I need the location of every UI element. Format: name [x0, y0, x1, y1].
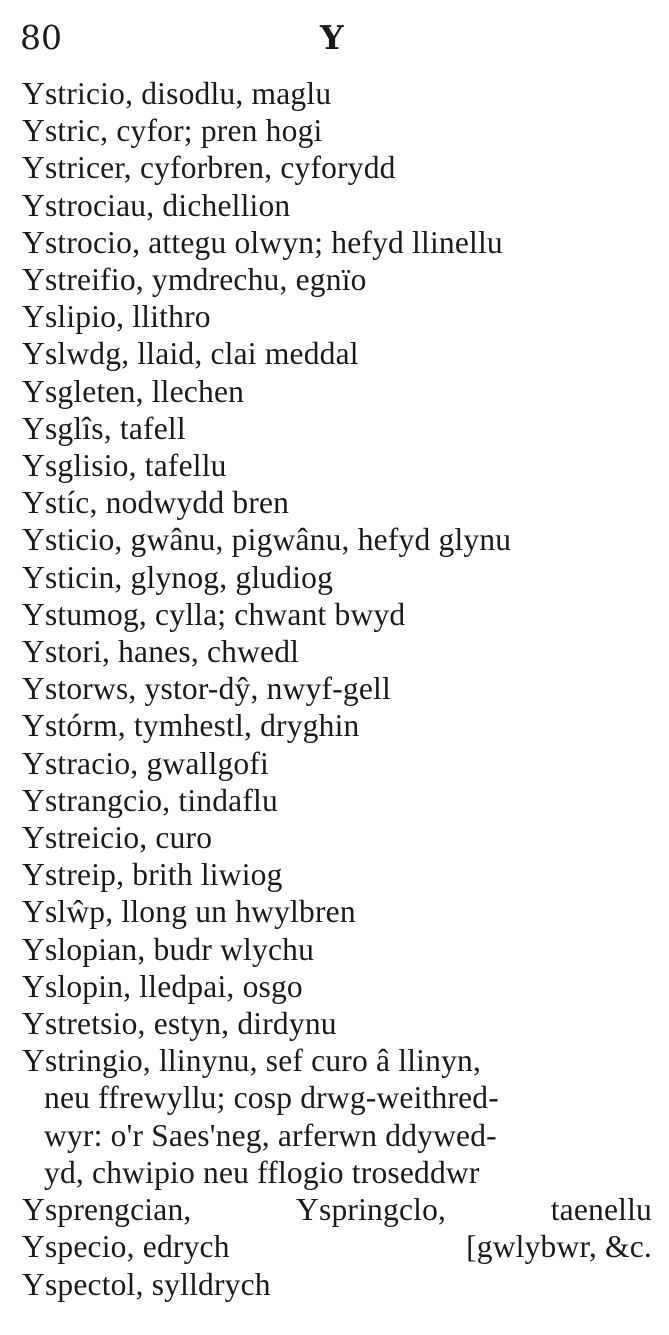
dictionary-entry — [22, 484, 652, 521]
running-head: Y — [320, 18, 344, 57]
entry-line: Ystric, cyfor; pren hogi — [22, 113, 323, 149]
entry-line: Yslwdg, llaid, clai meddal — [22, 336, 359, 372]
entry-line: Yslipio, llithro — [22, 299, 211, 335]
dictionary-entry — [22, 75, 652, 112]
entry-line: Ystorws, ystor-dŷ, nwyf-gell — [22, 671, 391, 707]
entry-line: Ystretsio, estyn, dirdynu — [22, 1006, 337, 1042]
page-number: 80 — [20, 18, 62, 57]
entry-line — [22, 1191, 652, 1228]
entry-line: Ysticin, glynog, gludiog — [22, 559, 334, 595]
dictionary-entry — [22, 782, 652, 819]
dictionary-entry — [22, 968, 652, 1005]
entry-word: Yspringclo, — [296, 1192, 447, 1228]
dictionary-entry — [22, 1228, 652, 1265]
dictionary-entry — [22, 931, 652, 968]
entry-continuation-line: wyr: o'r Saes'neg, arferwn ddywed- — [44, 1117, 497, 1153]
entry-line: Yspectol, sylldrych — [22, 1266, 271, 1302]
dictionary-entry — [22, 1005, 652, 1042]
entry-carryover-text: [gwlybwr, &c. — [466, 1229, 652, 1265]
dictionary-entry — [22, 707, 652, 744]
dictionary-entry — [22, 1266, 652, 1303]
entry-line: Ysticio, gwânu, pigwânu, hefyd glynu — [22, 522, 512, 558]
entry-line: Ystrocio, attegu olwyn; hefyd llinellu — [22, 224, 503, 260]
entry-text: Yspecio, edrych — [22, 1229, 230, 1265]
dictionary-entry — [22, 1191, 652, 1228]
dictionary-entry — [22, 224, 652, 261]
dictionary-entry — [22, 856, 652, 893]
entry-line: Ysgleten, llechen — [22, 373, 245, 409]
dictionary-entry — [22, 819, 652, 856]
entry-line: Ystreicio, curo — [22, 820, 213, 856]
entry-line: Ystrociau, dichellion — [22, 187, 291, 223]
entry-word: Ysprengcian, — [22, 1192, 192, 1228]
dictionary-entry — [22, 149, 652, 186]
entry-line: Ystori, hanes, chwedl — [22, 634, 300, 670]
entry-line: Ystricio, disodlu, maglu — [22, 76, 332, 111]
dictionary-entry — [22, 373, 652, 410]
entry-word: taenellu — [550, 1192, 652, 1228]
dictionary-entry — [22, 335, 652, 372]
dictionary-entry — [22, 112, 652, 149]
dictionary-entry — [22, 521, 652, 558]
page-header — [0, 14, 669, 62]
entry-line: Yslopin, lledpai, osgo — [22, 968, 303, 1004]
dictionary-entry — [22, 410, 652, 447]
entry-line: Ysglisio, tafellu — [22, 448, 227, 484]
entry-line: Ystíc, nodwydd bren — [22, 485, 290, 521]
entry-line: Ystringio, llinynu, sef curo â llinyn, — [22, 1043, 482, 1079]
dictionary-entry — [22, 187, 652, 224]
dictionary-entry — [22, 745, 652, 782]
dictionary-entry — [22, 633, 652, 670]
entry-line: Ysglîs, tafell — [22, 410, 186, 446]
entry-line: Ystórm, tymhestl, dryghin — [22, 708, 360, 744]
dictionary-entry — [22, 261, 652, 298]
entry-continuation-line: yd, chwipio neu fflogio troseddwr — [44, 1154, 480, 1190]
entry-line — [22, 1228, 652, 1265]
dictionary-entry — [22, 559, 652, 596]
entry-line: Ystreip, brith liwiog — [22, 857, 283, 893]
entry-line: Ystricer, cyforbren, cyforydd — [22, 150, 396, 186]
entry-continuation-line: neu ffrewyllu; cosp drwg-weithred- — [44, 1080, 499, 1116]
entry-line: Ystrangcio, tindaflu — [22, 782, 278, 818]
entry-line: Ystumog, cylla; chwant bwyd — [22, 596, 406, 632]
entry-line: Yslopian, budr wlychu — [22, 931, 315, 967]
entry-line: Yslŵp, llong un hwylbren — [22, 894, 356, 930]
entry-line: Ystracio, gwallgofi — [22, 745, 269, 781]
dictionary-entry — [22, 1042, 652, 1191]
entry-list — [22, 75, 652, 1303]
dictionary-entry — [22, 670, 652, 707]
dictionary-entry — [22, 893, 652, 930]
dictionary-entry — [22, 596, 652, 633]
dictionary-entry — [22, 298, 652, 335]
dictionary-entry — [22, 447, 652, 484]
entry-line: Ystreifio, ymdrechu, egnïo — [22, 262, 367, 298]
